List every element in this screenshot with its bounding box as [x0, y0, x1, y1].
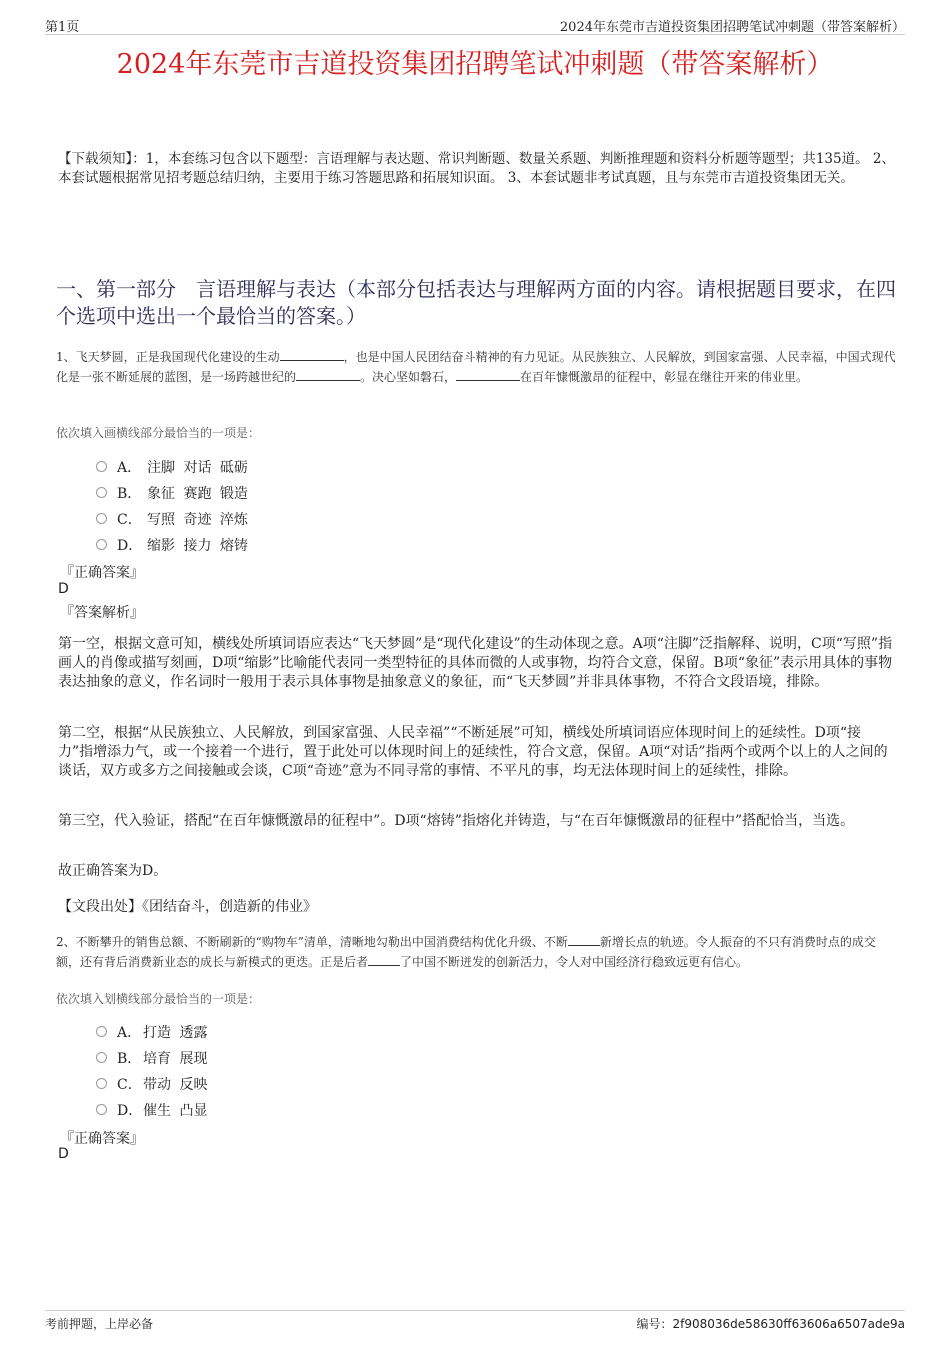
question-2-prompt: 依次填入划横线部分最恰当的一项是：	[56, 992, 261, 1006]
option-label: C．	[117, 512, 142, 528]
source-citation: 【文段出处】《团结奋斗，创造新的伟业》	[58, 899, 317, 915]
radio-icon[interactable]	[96, 539, 107, 550]
fill-blank	[368, 952, 400, 966]
question-1-part: ，也是中国人民团结奋斗精神的有力见证。从民族独立、人民解放，到国家富强、人民幸福，中国式现代化是一张不断延展的蓝图，是一场跨越世纪的	[56, 350, 896, 384]
question-1-prompt: 依次填入画横线部分最恰当的一项是：	[56, 426, 261, 440]
analysis-paragraph: 第二空，根据“从民族独立、人民解放，到国家富强、人民幸福”“不断延展”可知，横线处所填词语应体现时间上的延续性。D项“接力”指增添力气，或一个接着一个进行，置于此处可以体现时间上的延续性，符合文意，保留。A项“对话”指两个或两个以上的人之间的谈话，双方或多方之间接触或会谈，C项“奇迹”意为不同寻常的事情、不平凡的事，均无法体现时间上的延续性，排除。	[58, 725, 888, 779]
option-c[interactable]	[96, 509, 248, 529]
option-d[interactable]	[96, 535, 248, 555]
option-text: 注脚 对话 砥砺	[147, 460, 248, 476]
option-d[interactable]	[96, 1100, 207, 1120]
analysis-conclusion: 故正确答案为D。	[58, 863, 168, 879]
correct-answer: D	[58, 581, 69, 597]
analysis-paragraph: 第一空，根据文意可知，横线处所填词语应表达“飞天梦圆”是“现代化建设”的生动体现之意。A项“注脚”泛指解释、说明，C项“写照”指画人的肖像或描写刻画，D项“缩影”比喻能代表同一类型特征的具体而微的人或事物，均符合文意，保留。B项“象征”表示用具体的事物表达抽象的意义，作名词时一般用于表示具体事物是抽象意义的象征，而“飞天梦圆”并非具体事物，不符合文段语境，排除。	[58, 636, 893, 690]
footer-code	[636, 1315, 905, 1332]
option-a[interactable]	[96, 457, 248, 477]
option-label: B．	[117, 486, 142, 502]
option-text: 催生 凸显	[143, 1103, 208, 1119]
analysis-paragraph: 第三空，代入验证，搭配“在百年慷慨激昂的征程中”。D项“熔铸”指熔化并铸造，与“在百年慷慨激昂的征程中”搭配恰当，当选。	[58, 813, 855, 829]
question-1-part: 。决心坚如磐石，	[360, 370, 457, 384]
footer-code-value: 2f908036de58630ff63606a6507ade9a	[672, 1317, 905, 1331]
option-b[interactable]	[96, 1048, 207, 1068]
fill-blank	[568, 932, 600, 946]
option-a[interactable]	[96, 1022, 207, 1042]
header-doc-title: 2024年东莞市吉道投资集团招聘笔试冲刺题（带答案解析）	[559, 20, 905, 35]
radio-icon[interactable]	[96, 487, 107, 498]
radio-icon[interactable]	[96, 1026, 107, 1037]
correct-answer-label: 『正确答案』	[60, 1131, 144, 1147]
correct-answer: D	[58, 1146, 69, 1162]
question-1-text	[56, 347, 898, 387]
option-label: B．	[117, 1051, 142, 1067]
option-label: A．	[117, 1025, 142, 1041]
option-label: D．	[117, 538, 143, 554]
page-number: 第1页	[45, 20, 80, 35]
option-text: 培育 展现	[143, 1051, 208, 1067]
option-label: C．	[117, 1077, 142, 1093]
section-heading: 一、第一部分 言语理解与表达（本部分包括表达与理解两方面的内容。请根据题目要求，在四个选项中选出一个最恰当的答案。）	[56, 277, 896, 328]
download-notice: 【下载须知】：1，本套练习包含以下题型：言语理解与表达题、常识判断题、数量关系题、判断推理题和资料分析题等题型；共135道。 2、本套试题根据常见招考题总结归纳，主要用于练习答题思路和拓展知识面。 3、本套试题非考试真题，且与东莞市吉道投资集团无关。	[58, 151, 895, 186]
radio-icon[interactable]	[96, 513, 107, 524]
question-2-part: 了中国不断迸发的创新活力，令人对中国经济行稳致远更有信心。	[400, 955, 749, 969]
option-text: 打造 透露	[143, 1025, 208, 1041]
question-1-part: 在百年慷慨激昂的征程中，彰显在继往开来的伟业里。	[520, 370, 809, 384]
option-text: 带动 反映	[143, 1077, 208, 1093]
page-title: 2024年东莞市吉道投资集团招聘笔试冲刺题（带答案解析）	[116, 49, 834, 80]
radio-icon[interactable]	[96, 1052, 107, 1063]
option-label: A．	[117, 460, 142, 476]
radio-icon[interactable]	[96, 1104, 107, 1115]
radio-icon[interactable]	[96, 1078, 107, 1089]
question-2-part: 新增长点的轨迹。令人振奋的不只有消费时点的成交额，还有背后消费新业态的成长与新模式的更迭。正是后者	[56, 935, 876, 969]
page-header	[45, 14, 905, 35]
correct-answer-label: 『正确答案』	[60, 565, 144, 581]
option-label: D．	[117, 1103, 143, 1119]
radio-icon[interactable]	[96, 461, 107, 472]
footer-code-label: 编号：	[636, 1317, 673, 1331]
option-text: 象征 赛跑 锻造	[147, 486, 248, 502]
question-2-part: 2、不断攀升的销售总额、不断刷新的“购物车”清单，清晰地勾勒出中国消费结构优化升级、不断	[56, 935, 568, 949]
fill-blank	[456, 367, 520, 381]
footer-slogan: 考前押题，上岸必备	[45, 1317, 154, 1331]
fill-blank	[296, 367, 360, 381]
analysis-label: 『答案解析』	[60, 605, 144, 621]
page-footer	[45, 1310, 905, 1331]
question-1-part: 1、飞天梦圆，正是我国现代化建设的生动	[56, 350, 280, 364]
fill-blank	[280, 347, 344, 361]
option-b[interactable]	[96, 483, 248, 503]
option-text: 缩影 接力 熔铸	[147, 538, 248, 554]
question-2-text	[56, 932, 898, 972]
option-text: 写照 奇迹 淬炼	[147, 512, 248, 528]
option-c[interactable]	[96, 1074, 207, 1094]
